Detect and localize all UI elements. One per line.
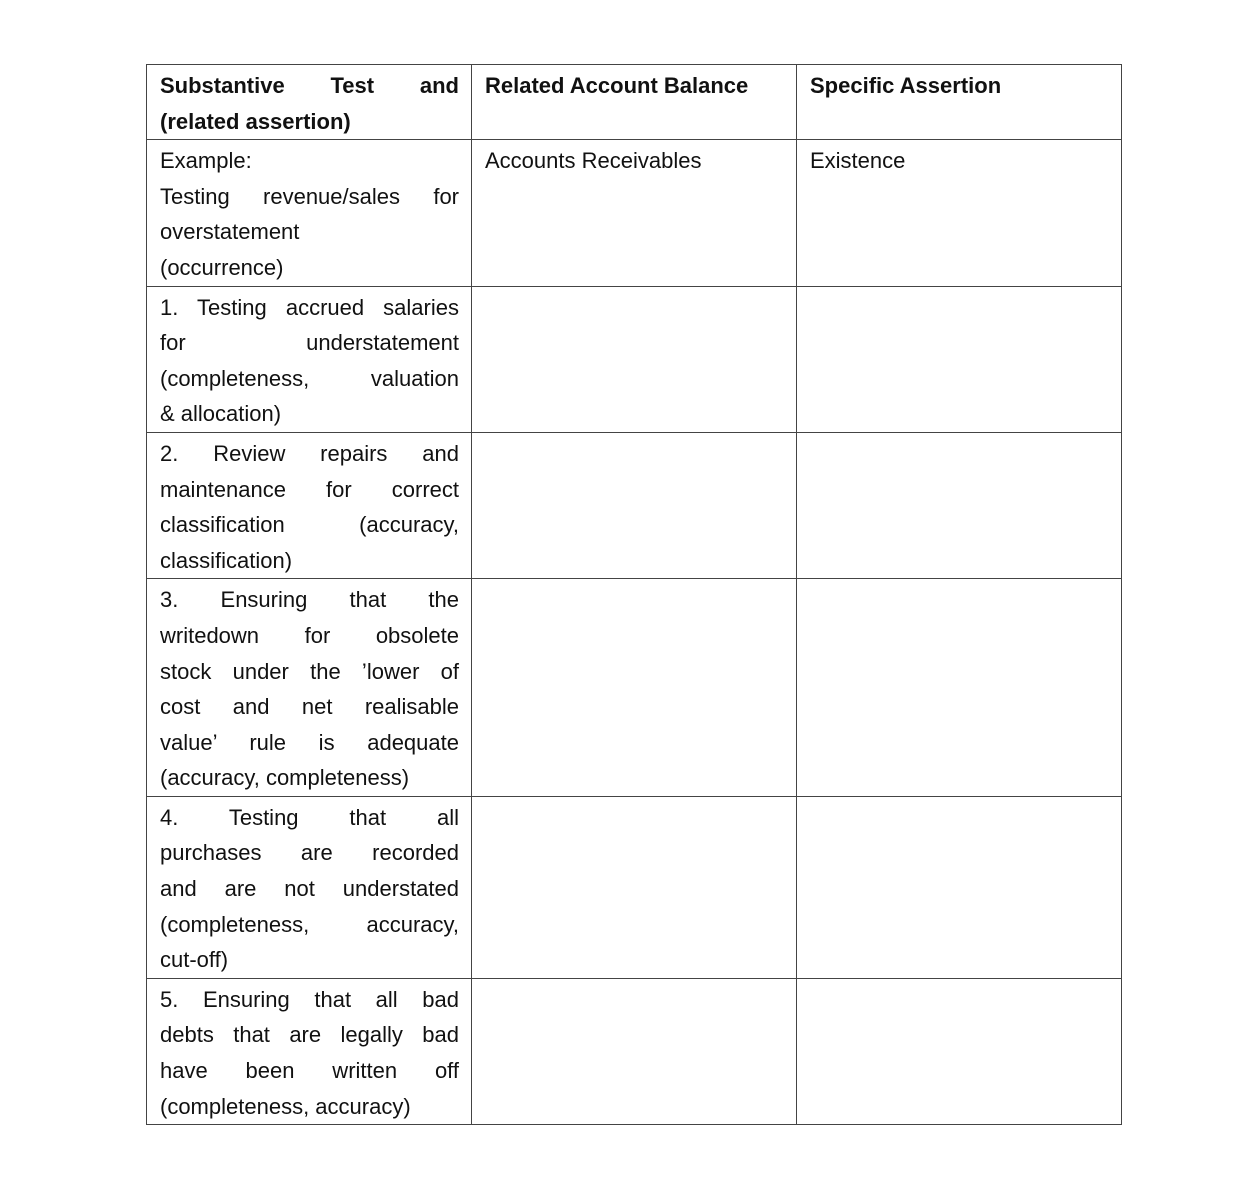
test-line: maintenance for correct [160,476,459,502]
account-cell[interactable] [472,579,797,797]
header-substantive-test [147,65,472,140]
table-row [147,286,1122,432]
table-row [147,978,1122,1124]
test-cell [147,579,472,797]
test-line: have been written off [160,1058,459,1084]
test-cell [147,432,472,578]
test-line: (completeness, accuracy, [160,911,459,937]
table-header-row [147,65,1122,140]
table-row [147,140,1122,286]
table-row [147,432,1122,578]
test-cell [147,286,472,432]
test-line: classification (accuracy, [160,512,459,538]
assertion-cell[interactable] [797,432,1122,578]
test-line: (accuracy, completeness) [160,765,410,791]
test-line: (occurrence) [160,254,284,280]
account-cell[interactable] [472,796,797,978]
test-line: debts that are legally bad [160,1022,459,1048]
account-cell[interactable]: Accounts Receivables [472,140,797,286]
test-cell [147,796,472,978]
header-specific-assertion: Specific Assertion [797,65,1122,140]
test-line: overstatement [160,219,300,245]
test-line: Example: [160,148,252,174]
test-line: & allocation) [160,401,282,427]
header-line: Substantive Test and [160,73,459,98]
test-line: classification) [160,547,293,573]
assertion-cell[interactable] [797,286,1122,432]
assertion-cell[interactable] [797,579,1122,797]
assertion-cell[interactable] [797,978,1122,1124]
assertion-cell[interactable]: Existence [797,140,1122,286]
test-line: value’ rule is adequate [160,729,459,755]
test-cell [147,140,472,286]
test-line: 2. Review repairs and [160,440,459,466]
test-line: cut-off) [160,947,229,973]
test-line: writedown for obsolete [160,622,459,648]
table-row [147,796,1122,978]
test-line: 4. Testing that all [160,804,459,830]
account-cell[interactable] [472,978,797,1124]
test-line: purchases are recorded [160,840,459,866]
table-row [147,579,1122,797]
test-line: 1. Testing accrued salaries [160,294,459,320]
substantive-tests-table [146,64,1122,1125]
header-related-account-balance: Related Account Balance [472,65,797,140]
test-line: 3. Ensuring that the [160,587,459,613]
account-cell[interactable] [472,286,797,432]
test-line: and are not understated [160,876,459,902]
header-line: (related assertion) [160,108,351,134]
account-cell[interactable] [472,432,797,578]
test-line: (completeness, accuracy) [160,1093,411,1119]
test-line: 5. Ensuring that all bad [160,986,459,1012]
test-cell [147,978,472,1124]
test-line: cost and net realisable [160,694,459,720]
test-line: (completeness, valuation [160,365,459,391]
assertion-cell[interactable] [797,796,1122,978]
test-line: Testing revenue/sales for [160,183,459,209]
test-line: stock under the ’lower of [160,658,459,684]
test-line: for understatement [160,330,459,356]
